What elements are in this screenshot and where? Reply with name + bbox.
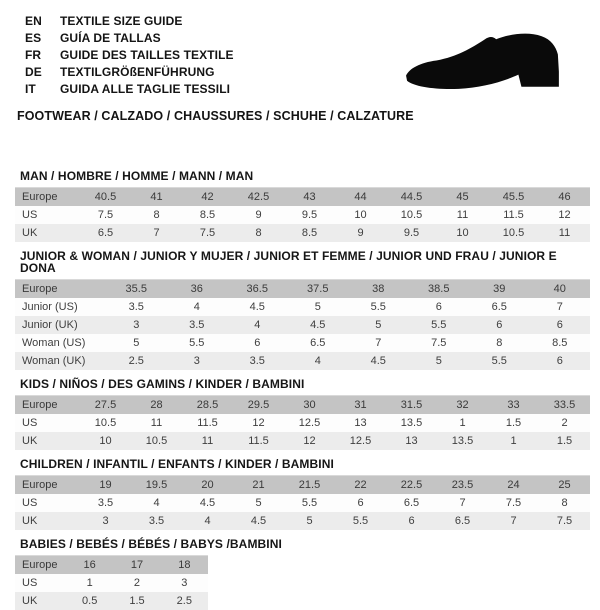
language-guide-title: GUIDE DES TAILLES TEXTILE: [60, 48, 234, 62]
size-cell: 40: [553, 283, 566, 295]
size-cell: 7: [375, 337, 382, 349]
size-cell: 3: [193, 355, 200, 367]
row-label: UK: [22, 595, 38, 607]
row-label: Woman (UK): [22, 355, 86, 367]
size-section-junior-woman: [15, 250, 590, 370]
size-cell: 3: [102, 515, 109, 527]
size-cell: 10: [99, 435, 112, 447]
row-label: Europe: [22, 559, 58, 571]
size-cell: 2.5: [128, 355, 144, 367]
size-cell: 11: [558, 227, 571, 239]
size-cell: 3.5: [148, 515, 165, 527]
language-row-en: [0, 13, 600, 30]
size-cell: 8.5: [552, 337, 568, 349]
size-cell: 12.5: [349, 435, 372, 447]
section-title-children: CHILDREN / INFANTIL / ENFANTS / KINDER / BAMBINI: [20, 457, 334, 471]
size-cell: 44: [354, 191, 367, 203]
size-cell: 10: [354, 209, 367, 221]
row-label: UK: [22, 435, 38, 447]
row-label: UK: [22, 227, 38, 239]
table-row-uk: [15, 432, 590, 450]
row-label: US: [22, 417, 38, 429]
size-cell: 9: [255, 209, 262, 221]
size-cell: 6: [496, 319, 503, 331]
size-cell: 7: [459, 497, 466, 509]
size-cell: 30: [303, 399, 316, 411]
size-cell: 1: [86, 577, 93, 589]
size-cell: 6.5: [310, 337, 326, 349]
table-row-junior-us: [15, 298, 590, 316]
section-title-kids: KIDS / NIÑOS / DES GAMINS / KINDER / BAMBINI: [20, 377, 305, 391]
row-label: UK: [22, 515, 38, 527]
size-cell: 1.5: [129, 595, 145, 607]
size-cell: 16: [83, 559, 96, 571]
size-cell: 12: [558, 209, 571, 221]
size-cell: 6: [254, 337, 261, 349]
size-cell: 8: [255, 227, 262, 239]
table-row-junior-uk: [15, 316, 590, 334]
size-cell: 21: [252, 479, 265, 491]
size-cell: 6.5: [491, 301, 507, 313]
row-label: Europe: [22, 283, 58, 295]
size-cell: 10.5: [145, 435, 168, 447]
size-cell: 19.5: [145, 479, 168, 491]
size-section-children: [15, 458, 590, 530]
size-cell: 7: [510, 515, 517, 527]
size-cell: 1.5: [505, 417, 522, 429]
size-cell: 6.5: [403, 497, 420, 509]
size-cell: 12: [252, 417, 265, 429]
size-cell: 24: [507, 479, 520, 491]
table-row-europe: [15, 188, 590, 207]
section-title-man: MAN / HOMBRE / HOMME / MANN / MAN: [20, 169, 254, 183]
language-code: DE: [25, 65, 42, 79]
table-row-us: [15, 414, 590, 432]
table-row-europe: [15, 396, 590, 415]
size-cell: 11: [201, 435, 214, 447]
size-cell: 6.5: [454, 515, 471, 527]
row-label: Europe: [22, 191, 58, 203]
size-cell: 4.5: [250, 515, 267, 527]
size-cell: 6: [408, 515, 415, 527]
size-cell: 10.5: [94, 417, 117, 429]
size-cell: 4.5: [199, 497, 216, 509]
language-code: ES: [25, 31, 42, 45]
size-cell: 10.5: [502, 227, 525, 239]
size-cell: 41: [150, 191, 163, 203]
size-cell: 22.5: [400, 479, 423, 491]
size-cell: 5.5: [491, 355, 507, 367]
section-title-junior-woman: JUNIOR & WOMAN / JUNIOR Y MUJER / JUNIOR ET FEMME / JUNIOR UND FRAU / JUNIOR E DONA: [20, 249, 557, 275]
size-cell: 21.5: [298, 479, 321, 491]
size-cell: 45: [456, 191, 469, 203]
table-row-woman-us: [15, 334, 590, 352]
table-row-uk: [15, 224, 590, 242]
table-row-us: [15, 494, 590, 512]
size-cell: 33: [507, 399, 520, 411]
size-cell: 6: [556, 319, 563, 331]
table-row-europe: [15, 556, 208, 575]
row-label: Woman (US): [22, 337, 86, 349]
size-cell: 3.5: [189, 319, 205, 331]
language-guide-title: GUÍA DE TALLAS: [60, 31, 161, 45]
size-cell: 4: [314, 355, 321, 367]
size-cell: 19: [99, 479, 112, 491]
table-row-us: [15, 574, 208, 592]
size-cell: 38.5: [428, 283, 450, 295]
size-cell: 25: [558, 479, 571, 491]
size-cell: 32: [456, 399, 469, 411]
size-cell: 5.5: [352, 515, 369, 527]
size-section-babies: [15, 538, 590, 610]
size-cell: 5: [306, 515, 313, 527]
table-row-europe: [15, 476, 590, 495]
size-cell: 10: [456, 227, 469, 239]
size-cell: 13: [354, 417, 367, 429]
size-table-babies: [15, 555, 208, 610]
size-cell: 2.5: [176, 595, 192, 607]
size-cell: 13.5: [451, 435, 474, 447]
size-cell: 1: [510, 435, 517, 447]
size-cell: 11.5: [197, 417, 218, 429]
size-table-junior-woman: [15, 279, 590, 370]
size-cell: 46: [558, 191, 571, 203]
size-section-man: [15, 170, 590, 242]
size-cell: 0.5: [82, 595, 98, 607]
size-cell: 6: [357, 497, 364, 509]
row-label: US: [22, 497, 38, 509]
size-cell: 4: [204, 515, 211, 527]
size-cell: 7.5: [431, 337, 447, 349]
size-cell: 12.5: [298, 417, 321, 429]
size-cell: 44.5: [400, 191, 423, 203]
size-cell: 5.5: [301, 497, 318, 509]
size-cell: 38: [372, 283, 385, 295]
category-heading: FOOTWEAR / CALZADO / CHAUSSURES / SCHUHE / CALZATURE: [17, 109, 414, 123]
section-title-babies: BABIES / BEBÉS / BÉBÉS / BABYS /BAMBINI: [20, 537, 282, 551]
size-cell: 5: [375, 319, 382, 331]
size-cell: 12: [303, 435, 316, 447]
size-cell: 13.5: [400, 417, 423, 429]
size-cell: 5.5: [370, 301, 386, 313]
size-cell: 5: [255, 497, 262, 509]
size-cell: 9: [357, 227, 364, 239]
size-cell: 42: [201, 191, 214, 203]
size-cell: 8: [496, 337, 503, 349]
size-cell: 37.5: [307, 283, 329, 295]
size-cell: 8.5: [199, 209, 216, 221]
size-cell: 31.5: [400, 399, 423, 411]
size-cell: 33.5: [553, 399, 576, 411]
language-guide-title: TEXTILGRÖßENFÜHRUNG: [60, 65, 215, 79]
size-cell: 7: [153, 227, 160, 239]
size-cell: 7.5: [556, 515, 573, 527]
size-cell: 5.5: [431, 319, 447, 331]
size-cell: 36.5: [246, 283, 268, 295]
size-cell: 20: [201, 479, 214, 491]
size-cell: 6: [556, 355, 563, 367]
size-cell: 4.5: [249, 301, 265, 313]
size-cell: 3: [133, 319, 140, 331]
size-cell: 11.5: [248, 435, 269, 447]
row-label: Junior (UK): [22, 319, 78, 331]
guide-header: [0, 0, 600, 123]
size-cell: 11: [456, 209, 469, 221]
size-table-children: [15, 475, 590, 530]
size-cell: 27.5: [94, 399, 117, 411]
size-cell: 1.5: [556, 435, 573, 447]
language-guide-title: GUIDA ALLE TAGLIE TESSILI: [60, 82, 231, 96]
size-cell: 11.5: [503, 209, 524, 221]
size-cell: 22: [354, 479, 367, 491]
size-cell: 29.5: [247, 399, 270, 411]
size-cell: 10.5: [400, 209, 423, 221]
size-cell: 5: [133, 337, 140, 349]
language-code: EN: [25, 14, 42, 28]
size-cell: 5.5: [189, 337, 205, 349]
row-label: US: [22, 577, 38, 589]
size-cell: 9.5: [301, 209, 318, 221]
size-cell: 4: [193, 301, 200, 313]
language-code: FR: [25, 48, 42, 62]
size-cell: 6.5: [97, 227, 114, 239]
size-cell: 42.5: [247, 191, 270, 203]
row-label: Junior (US): [22, 301, 78, 313]
size-cell: 36: [190, 283, 203, 295]
table-row-europe: [15, 280, 590, 299]
row-label: US: [22, 209, 38, 221]
size-cell: 13: [405, 435, 418, 447]
table-row-uk: [15, 592, 208, 610]
size-cell: 3.5: [249, 355, 265, 367]
size-section-kids: [15, 378, 590, 450]
row-label: Europe: [22, 399, 58, 411]
size-cell: 43: [303, 191, 316, 203]
size-cell: 45.5: [502, 191, 525, 203]
size-cell: 5: [314, 301, 321, 313]
size-cell: 1: [459, 417, 466, 429]
size-table-man: [15, 187, 590, 242]
size-cell: 6: [435, 301, 442, 313]
size-cell: 3.5: [97, 497, 114, 509]
size-cell: 35.5: [125, 283, 147, 295]
size-table-kids: [15, 395, 590, 450]
row-label: Europe: [22, 479, 58, 491]
shoe-icon: [402, 31, 569, 92]
size-cell: 3.5: [128, 301, 144, 313]
size-cell: 7.5: [505, 497, 522, 509]
size-cell: 7: [556, 301, 563, 313]
size-cell: 8: [153, 209, 160, 221]
table-row-us: [15, 206, 590, 224]
size-cell: 17: [130, 559, 144, 571]
size-cell: 7.5: [199, 227, 216, 239]
size-cell: 8: [561, 497, 568, 509]
size-cell: 11: [150, 417, 163, 429]
size-cell: 4.5: [310, 319, 326, 331]
size-cell: 4: [153, 497, 160, 509]
language-guide-title: TEXTILE SIZE GUIDE: [60, 14, 183, 28]
size-cell: 39: [493, 283, 506, 295]
size-cell: 3: [181, 577, 188, 589]
size-cell: 2: [561, 417, 568, 429]
size-cell: 2: [133, 577, 141, 589]
size-cell: 7.5: [97, 209, 114, 221]
size-cell: 31: [354, 399, 367, 411]
size-cell: 40.5: [94, 191, 117, 203]
size-cell: 18: [178, 559, 191, 571]
size-cell: 8.5: [301, 227, 318, 239]
size-cell: 5: [435, 355, 442, 367]
size-cell: 4: [254, 319, 261, 331]
table-row-uk: [15, 512, 590, 530]
size-cell: 28: [150, 399, 163, 411]
size-tables: [15, 170, 590, 610]
size-cell: 23.5: [451, 479, 474, 491]
size-cell: 9.5: [403, 227, 420, 239]
size-cell: 28.5: [196, 399, 219, 411]
size-cell: 4.5: [370, 355, 386, 367]
language-code: IT: [25, 82, 36, 96]
table-row-woman-uk: [15, 352, 590, 370]
